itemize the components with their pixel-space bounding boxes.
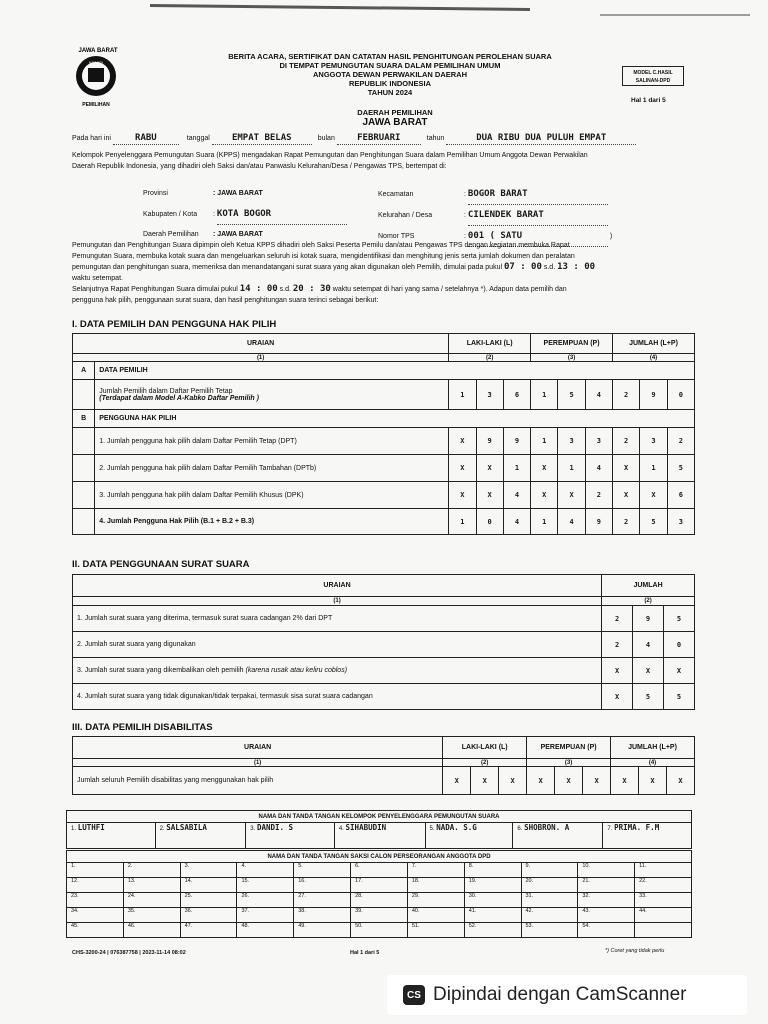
model-code: MODEL C.HASIL — [633, 70, 673, 76]
saksi-cell: 2. — [123, 863, 180, 878]
process-paragraph — [72, 241, 700, 306]
digit-box: 0 — [664, 632, 695, 658]
digit-box: 5 — [558, 380, 585, 410]
row-text: 4. Jumlah Pengguna Hak Pilih (B.1 + B.2 + B.3) — [95, 509, 449, 535]
digit-box: 1 — [558, 455, 585, 482]
process-text: pengguna hak pilih, penggunaan surat suara, dan hasil penghitungan suara terinci sebagai berikut: — [72, 296, 379, 304]
digit-box: 9 — [633, 606, 664, 632]
digit-box: X — [640, 482, 667, 509]
digit-box: X — [476, 455, 503, 482]
saksi-cell: 37. — [237, 908, 294, 923]
saksi-title: NAMA DAN TANDA TANGAN SAKSI CALON PERSEORANGAN ANGGOTA DPD — [67, 851, 692, 863]
saksi-cell: 54. — [578, 923, 635, 938]
saksi-cell: 17. — [351, 878, 408, 893]
end-time: 13 : 00 — [557, 262, 596, 272]
digit-box: 2 — [585, 482, 612, 509]
saksi-cell: 15. — [237, 878, 294, 893]
digit-box: X — [449, 428, 476, 455]
saksi-row — [67, 878, 692, 893]
process-text: Selanjutnya Rapat Penghitungan Suara dimulai pukul — [72, 286, 238, 293]
digit-box: 6 — [503, 380, 530, 410]
saksi-cell: 19. — [464, 878, 521, 893]
col-num: (2) — [449, 354, 531, 362]
saksi-cell: 23. — [67, 893, 124, 908]
digit-box: X — [555, 767, 583, 795]
saksi-cell: 42. — [521, 908, 578, 923]
header-line: TAHUN 2024 — [367, 88, 413, 97]
kpps-name: SHOBRON. A — [524, 823, 570, 832]
dapil-label: DAERAH PEMILIHAN — [357, 108, 433, 117]
saksi-cell: 50. — [351, 923, 408, 938]
saksi-cell: 4. — [237, 863, 294, 878]
saksi-cell: 10. — [578, 863, 635, 878]
saksi-cell: 31. — [521, 893, 578, 908]
digit-box: X — [633, 658, 664, 684]
saksi-cell: 41. — [464, 908, 521, 923]
saksi-cell: 49. — [294, 923, 351, 938]
tanggal-label: tanggal — [186, 135, 210, 142]
kpps-name: SALSABILA — [166, 823, 207, 832]
start-time-2: 14 : 00 — [239, 284, 278, 294]
section-2-table — [72, 574, 695, 710]
row-note: (karena rusak atau keliru coblos) — [245, 667, 348, 674]
col-jumlah: JUMLAH (L+P) — [613, 334, 695, 354]
end-time-2: 20 : 30 — [292, 284, 331, 294]
saksi-cell: 22. — [635, 878, 692, 893]
scan-artifact-line — [600, 14, 750, 16]
digit-box: 2 — [613, 509, 640, 535]
row-text: 2. Jumlah surat suara yang digunakan — [73, 632, 602, 658]
digit-box: 4 — [585, 455, 612, 482]
process-text: waktu setempat. — [72, 274, 123, 282]
digit-box: 1 — [531, 380, 558, 410]
digit-box: 1 — [640, 455, 667, 482]
row-label: DATA PEMILIH — [95, 362, 695, 380]
col-uraian: URAIAN — [73, 334, 449, 354]
table-row — [73, 380, 695, 410]
camscanner-watermark — [387, 975, 747, 1015]
table-row — [73, 767, 695, 795]
saksi-cell: 43. — [578, 908, 635, 923]
row-text: 2. Jumlah pengguna hak pilih dalam Daftar Pemilih Tambahan (DPTb) — [95, 455, 449, 482]
saksi-row — [67, 863, 692, 878]
digit-box: 3 — [476, 380, 503, 410]
table-row — [73, 482, 695, 509]
saksi-cell: 53. — [521, 923, 578, 938]
table-row — [73, 632, 695, 658]
row-text: Jumlah Pemilih dalam Daftar Pemilih Tetap — [99, 387, 233, 395]
row-code: B — [73, 410, 95, 428]
table-row — [73, 606, 695, 632]
saksi-cell: 7. — [407, 863, 464, 878]
section-1-table — [72, 333, 695, 535]
digit-box: 5 — [640, 509, 667, 535]
saksi-cell: 45. — [67, 923, 124, 938]
header-line: REPUBLIK INDONESIA — [348, 79, 432, 88]
sd-label: s.d. — [279, 286, 291, 293]
bulan-label: bulan — [317, 135, 335, 142]
section-3-table — [72, 736, 695, 795]
kpps-num: 1. — [71, 826, 77, 832]
col-num: (2) — [602, 597, 695, 606]
row-text: 1. Jumlah pengguna hak pilih dalam Daftar Pemilih Tetap (DPT) — [95, 428, 449, 455]
intro-paragraph — [72, 151, 697, 172]
hari-value: RABU — [113, 133, 179, 145]
digit-box: 1 — [449, 509, 476, 535]
col-num: (1) — [73, 597, 602, 606]
digit-box: 9 — [585, 509, 612, 535]
dapil-value: JAWA BARAT — [362, 117, 428, 128]
process-text: pemungutan dan penghitungan suara, memeriksa dan menandatangani surat suara yang akan digunakan oleh Pemilih, dimulai pada pukul — [72, 264, 503, 271]
digit-box: 5 — [664, 684, 695, 710]
kpps-num: 2. — [159, 826, 165, 832]
saksi-cell: 46. — [123, 923, 180, 938]
tps-value: 001 ( SATU — [468, 226, 608, 247]
digit-box: X — [443, 767, 471, 795]
col-num: (4) — [611, 759, 695, 767]
digit-box: 2 — [602, 632, 633, 658]
provinsi-value: : JAWA BARAT — [213, 190, 263, 197]
kpps-num: 3. — [250, 826, 256, 832]
saksi-cell: 12. — [67, 878, 124, 893]
digit-box: X — [613, 482, 640, 509]
saksi-cell: 27. — [294, 893, 351, 908]
col-uraian: URAIAN — [73, 737, 443, 759]
digit-box: 2 — [613, 380, 640, 410]
saksi-cell: 39. — [351, 908, 408, 923]
digit-box: 3 — [667, 509, 694, 535]
saksi-cell: 34. — [67, 908, 124, 923]
saksi-cell: 1. — [67, 863, 124, 878]
digit-box: 5 — [633, 684, 664, 710]
col-perempuan: PEREMPUAN (P) — [531, 334, 613, 354]
digit-box: X — [602, 684, 633, 710]
footer-code: CHS-3200-24 | 076387758 | 2023-11-14 08:02 — [72, 950, 186, 956]
digit-box: X — [613, 455, 640, 482]
saksi-cell: 13. — [123, 878, 180, 893]
digit-box: X — [476, 482, 503, 509]
digit-box: X — [527, 767, 555, 795]
logo-mid-text: KOMISI — [88, 60, 104, 65]
saksi-cell: 29. — [407, 893, 464, 908]
camscanner-text: Dipindai dengan CamScanner — [433, 984, 687, 1005]
colon: : — [213, 211, 215, 218]
col-num: (1) — [73, 759, 443, 767]
digit-box: 9 — [503, 428, 530, 455]
kelurahan-label: Kelurahan / Desa — [378, 212, 433, 219]
saksi-cell: 24. — [123, 893, 180, 908]
saksi-row — [67, 923, 692, 938]
kabkota-label: Kabupaten / Kota — [143, 211, 198, 218]
saksi-cell: 28. — [351, 893, 408, 908]
start-time: 07 : 00 — [503, 262, 542, 272]
kpps-name: PRIMA. F.M — [614, 823, 660, 832]
kelurahan-value: CILENDEK BARAT — [468, 205, 608, 226]
digit-box: X — [602, 658, 633, 684]
digit-box: 6 — [667, 482, 694, 509]
kpps-num: 7. — [607, 826, 613, 832]
row-text: 3. Jumlah pengguna hak pilih dalam Daftar Pemilih Khusus (DPK) — [95, 482, 449, 509]
saksi-cell: 47. — [180, 923, 237, 938]
digit-box: 0 — [667, 380, 694, 410]
saksi-cell: 3. — [180, 863, 237, 878]
kabkota-value: KOTA BOGOR — [217, 204, 347, 225]
digit-box: 0 — [476, 509, 503, 535]
digit-box: X — [531, 455, 558, 482]
colon: : — [464, 233, 466, 240]
col-jumlah: JUMLAH — [602, 575, 695, 597]
signature-table — [66, 810, 692, 849]
kpps-row — [67, 823, 692, 849]
footer-note: *) Coret yang tidak perlu — [605, 948, 665, 954]
table-row — [73, 658, 695, 684]
kecamatan-label: Kecamatan — [378, 191, 414, 198]
hari-label: Pada hari ini — [72, 135, 111, 142]
kpps-title: NAMA DAN TANDA TANGAN KELOMPOK PENYELENGGARA PEMUNGUTAN SUARA — [67, 811, 692, 823]
row-code: A — [73, 362, 95, 380]
kpps-num: 4. — [338, 826, 344, 832]
intro-line — [72, 133, 692, 145]
row-label: PENGGUNA HAK PILIH — [95, 410, 695, 428]
header-line: ANGGOTA DEWAN PERWAKILAN DAERAH — [312, 70, 468, 79]
logo-bottom-text: PEMILIHAN — [82, 102, 110, 108]
kpps-name: NADA. S.G — [436, 823, 477, 832]
logo-top-text: JAWA BARAT — [78, 48, 118, 54]
col-num: (2) — [443, 759, 527, 767]
header-line: BERITA ACARA, SERTIFIKAT DAN CATATAN HASIL PENGHITUNGAN PEROLEHAN SUARA — [228, 52, 552, 61]
digit-box: X — [558, 482, 585, 509]
col-jumlah: JUMLAH (L+P) — [611, 737, 695, 759]
close-paren: ) — [609, 233, 613, 240]
model-sub: SALINAN-DPD — [635, 78, 671, 84]
saksi-cell: 33. — [635, 893, 692, 908]
digit-box: 3 — [558, 428, 585, 455]
kecamatan-value: BOGOR BARAT — [468, 184, 608, 205]
kpps-name: LUTHFI — [77, 823, 105, 832]
digit-box: 4 — [503, 482, 530, 509]
saksi-cell: 26. — [237, 893, 294, 908]
kpu-logo-icon — [70, 44, 126, 110]
col-num: (4) — [613, 354, 695, 362]
footer-page: Hal 1 dari 5 — [350, 950, 380, 956]
digit-box: 4 — [633, 632, 664, 658]
row-text: 4. Jumlah surat suara yang tidak digunakan/tidak terpakai, termasuk sisa surat suara cadangan — [73, 684, 602, 710]
provinsi-label: Provinsi — [143, 190, 168, 197]
saksi-row — [67, 908, 692, 923]
row-text: 3. Jumlah surat suara yang dikembalikan oleh pemilih — [77, 667, 246, 674]
digit-box: X — [449, 482, 476, 509]
saksi-row — [67, 893, 692, 908]
digit-box: X — [531, 482, 558, 509]
model-box — [622, 66, 684, 86]
section-1-title: I. DATA PEMILIH DAN PENGGUNA HAK PILIH — [72, 319, 277, 330]
saksi-table — [66, 850, 692, 938]
tps-label: Nomor TPS — [378, 233, 415, 240]
table-row — [73, 428, 695, 455]
tahun-value: DUA RIBU DUA PULUH EMPAT — [446, 133, 636, 145]
col-num: (3) — [531, 354, 613, 362]
intro-text: Kelompok Penyelenggara Pemungutan Suara (KPPS) mengadakan Rapat Pemungutan dan Penghitungan Suara dalam Pemilihan Umum Anggota Dewan Perwakilan — [72, 152, 588, 159]
digit-box: X — [638, 767, 666, 795]
saksi-cell: 9. — [521, 863, 578, 878]
process-text: Pemungutan dan Penghitungan Suara dipimpin oleh Ketua KPPS dihadiri oleh Saksi Peserta Pemilu dan/atau Pengawas TPS dengan kegiatan membuka Rapat — [72, 242, 570, 249]
sd-label: s.d. — [543, 264, 556, 271]
saksi-cell: 38. — [294, 908, 351, 923]
table-row — [73, 684, 695, 710]
digit-box: 9 — [476, 428, 503, 455]
digit-box: X — [449, 455, 476, 482]
saksi-cell: 52. — [464, 923, 521, 938]
colon: : — [464, 212, 466, 219]
digit-box: X — [666, 767, 694, 795]
digit-box: X — [664, 658, 695, 684]
saksi-cell: 11. — [635, 863, 692, 878]
saksi-cell: 16. — [294, 878, 351, 893]
scan-artifact-line — [150, 4, 530, 11]
digit-box: 5 — [667, 455, 694, 482]
digit-box: 3 — [640, 428, 667, 455]
digit-box: 3 — [585, 428, 612, 455]
digit-box: 1 — [531, 428, 558, 455]
saksi-cell: 8. — [464, 863, 521, 878]
header-line: DI TEMPAT PEMUNGUTAN SUARA DALAM PEMILIHAN UMUM — [279, 61, 501, 70]
digit-box: X — [499, 767, 527, 795]
digit-box: X — [611, 767, 639, 795]
page-label: Hal 1 dari 5 — [631, 97, 666, 104]
location-left — [143, 184, 373, 245]
row-text: 1. Jumlah surat suara yang diterima, termasuk surat suara cadangan 2% dari DPT — [73, 606, 602, 632]
process-text: Pemungutan Suara, membuka kotak suara dan mengeluarkan seluruh isi kotak suara, mengidentifikasi dan menghitung jenis serta jumlah dokumen dan peralatan — [72, 252, 575, 260]
table-row — [73, 455, 695, 482]
col-num: (1) — [73, 354, 449, 362]
colon: : — [464, 191, 466, 198]
table-row — [73, 509, 695, 535]
saksi-cell: 32. — [578, 893, 635, 908]
kpps-name: SIHABUDIN — [345, 823, 387, 832]
saksi-cell: 35. — [123, 908, 180, 923]
digit-box: X — [583, 767, 611, 795]
saksi-cell: 25. — [180, 893, 237, 908]
dapil-heading — [300, 108, 490, 128]
col-perempuan: PEREMPUAN (P) — [527, 737, 611, 759]
row-text: Jumlah seluruh Pemilih disabilitas yang menggunakan hak pilih — [73, 767, 443, 795]
saksi-cell: 40. — [407, 908, 464, 923]
kpps-num: 6. — [517, 826, 523, 832]
digit-box: X — [471, 767, 499, 795]
section-3-title: III. DATA PEMILIH DISABILITAS — [72, 722, 213, 733]
col-uraian: URAIAN — [73, 575, 602, 597]
digit-box: 2 — [602, 606, 633, 632]
location-right — [378, 184, 698, 247]
intro-text: Daerah Republik Indonesia, yang dihadiri oleh Saksi dan/atau Panwaslu Kelurahan/Desa / Pengawas TPS, bertempat di: — [72, 162, 447, 170]
col-laki: LAKI-LAKI (L) — [449, 334, 531, 354]
digit-box: 1 — [449, 380, 476, 410]
dapil-value-loc: : JAWA BARAT — [213, 231, 263, 238]
process-text: waktu setempat di hari yang sama / setelahnya *). Adapun data pemilih dan — [332, 286, 567, 293]
digit-box: 1 — [531, 509, 558, 535]
digit-box: 4 — [585, 380, 612, 410]
saksi-cell: 21. — [578, 878, 635, 893]
col-laki: LAKI-LAKI (L) — [443, 737, 527, 759]
col-num: (3) — [527, 759, 611, 767]
saksi-cell: 6. — [351, 863, 408, 878]
row-note: (Terdapat dalam Model A-Kabko Daftar Pemilih ) — [99, 394, 259, 402]
document-header — [150, 52, 630, 97]
saksi-cell: 5. — [294, 863, 351, 878]
digit-box: 2 — [667, 428, 694, 455]
saksi-cell: 14. — [180, 878, 237, 893]
saksi-cell: 48. — [237, 923, 294, 938]
saksi-cell — [635, 923, 692, 938]
dapil-label-loc: Daerah Pemilihan — [143, 231, 199, 238]
saksi-cell: 51. — [407, 923, 464, 938]
saksi-cell: 20. — [521, 878, 578, 893]
digit-box: 2 — [613, 428, 640, 455]
digit-box: 4 — [503, 509, 530, 535]
tahun-label: tahun — [426, 135, 445, 142]
digit-box: 4 — [558, 509, 585, 535]
kpps-name: DANDI. S — [256, 823, 294, 832]
saksi-body — [67, 863, 692, 938]
saksi-cell: 18. — [407, 878, 464, 893]
kpps-num: 5. — [429, 826, 435, 832]
saksi-cell: 36. — [180, 908, 237, 923]
camscanner-logo-icon: CS — [403, 985, 425, 1005]
saksi-cell: 30. — [464, 893, 521, 908]
saksi-cell: 44. — [635, 908, 692, 923]
digit-box: 5 — [664, 606, 695, 632]
digit-box: 1 — [503, 455, 530, 482]
section-2-title: II. DATA PENGGUNAAN SURAT SUARA — [72, 559, 250, 570]
bulan-value: FEBRUARI — [337, 133, 421, 145]
tanggal-value: EMPAT BELAS — [212, 133, 312, 145]
digit-box: 9 — [640, 380, 667, 410]
